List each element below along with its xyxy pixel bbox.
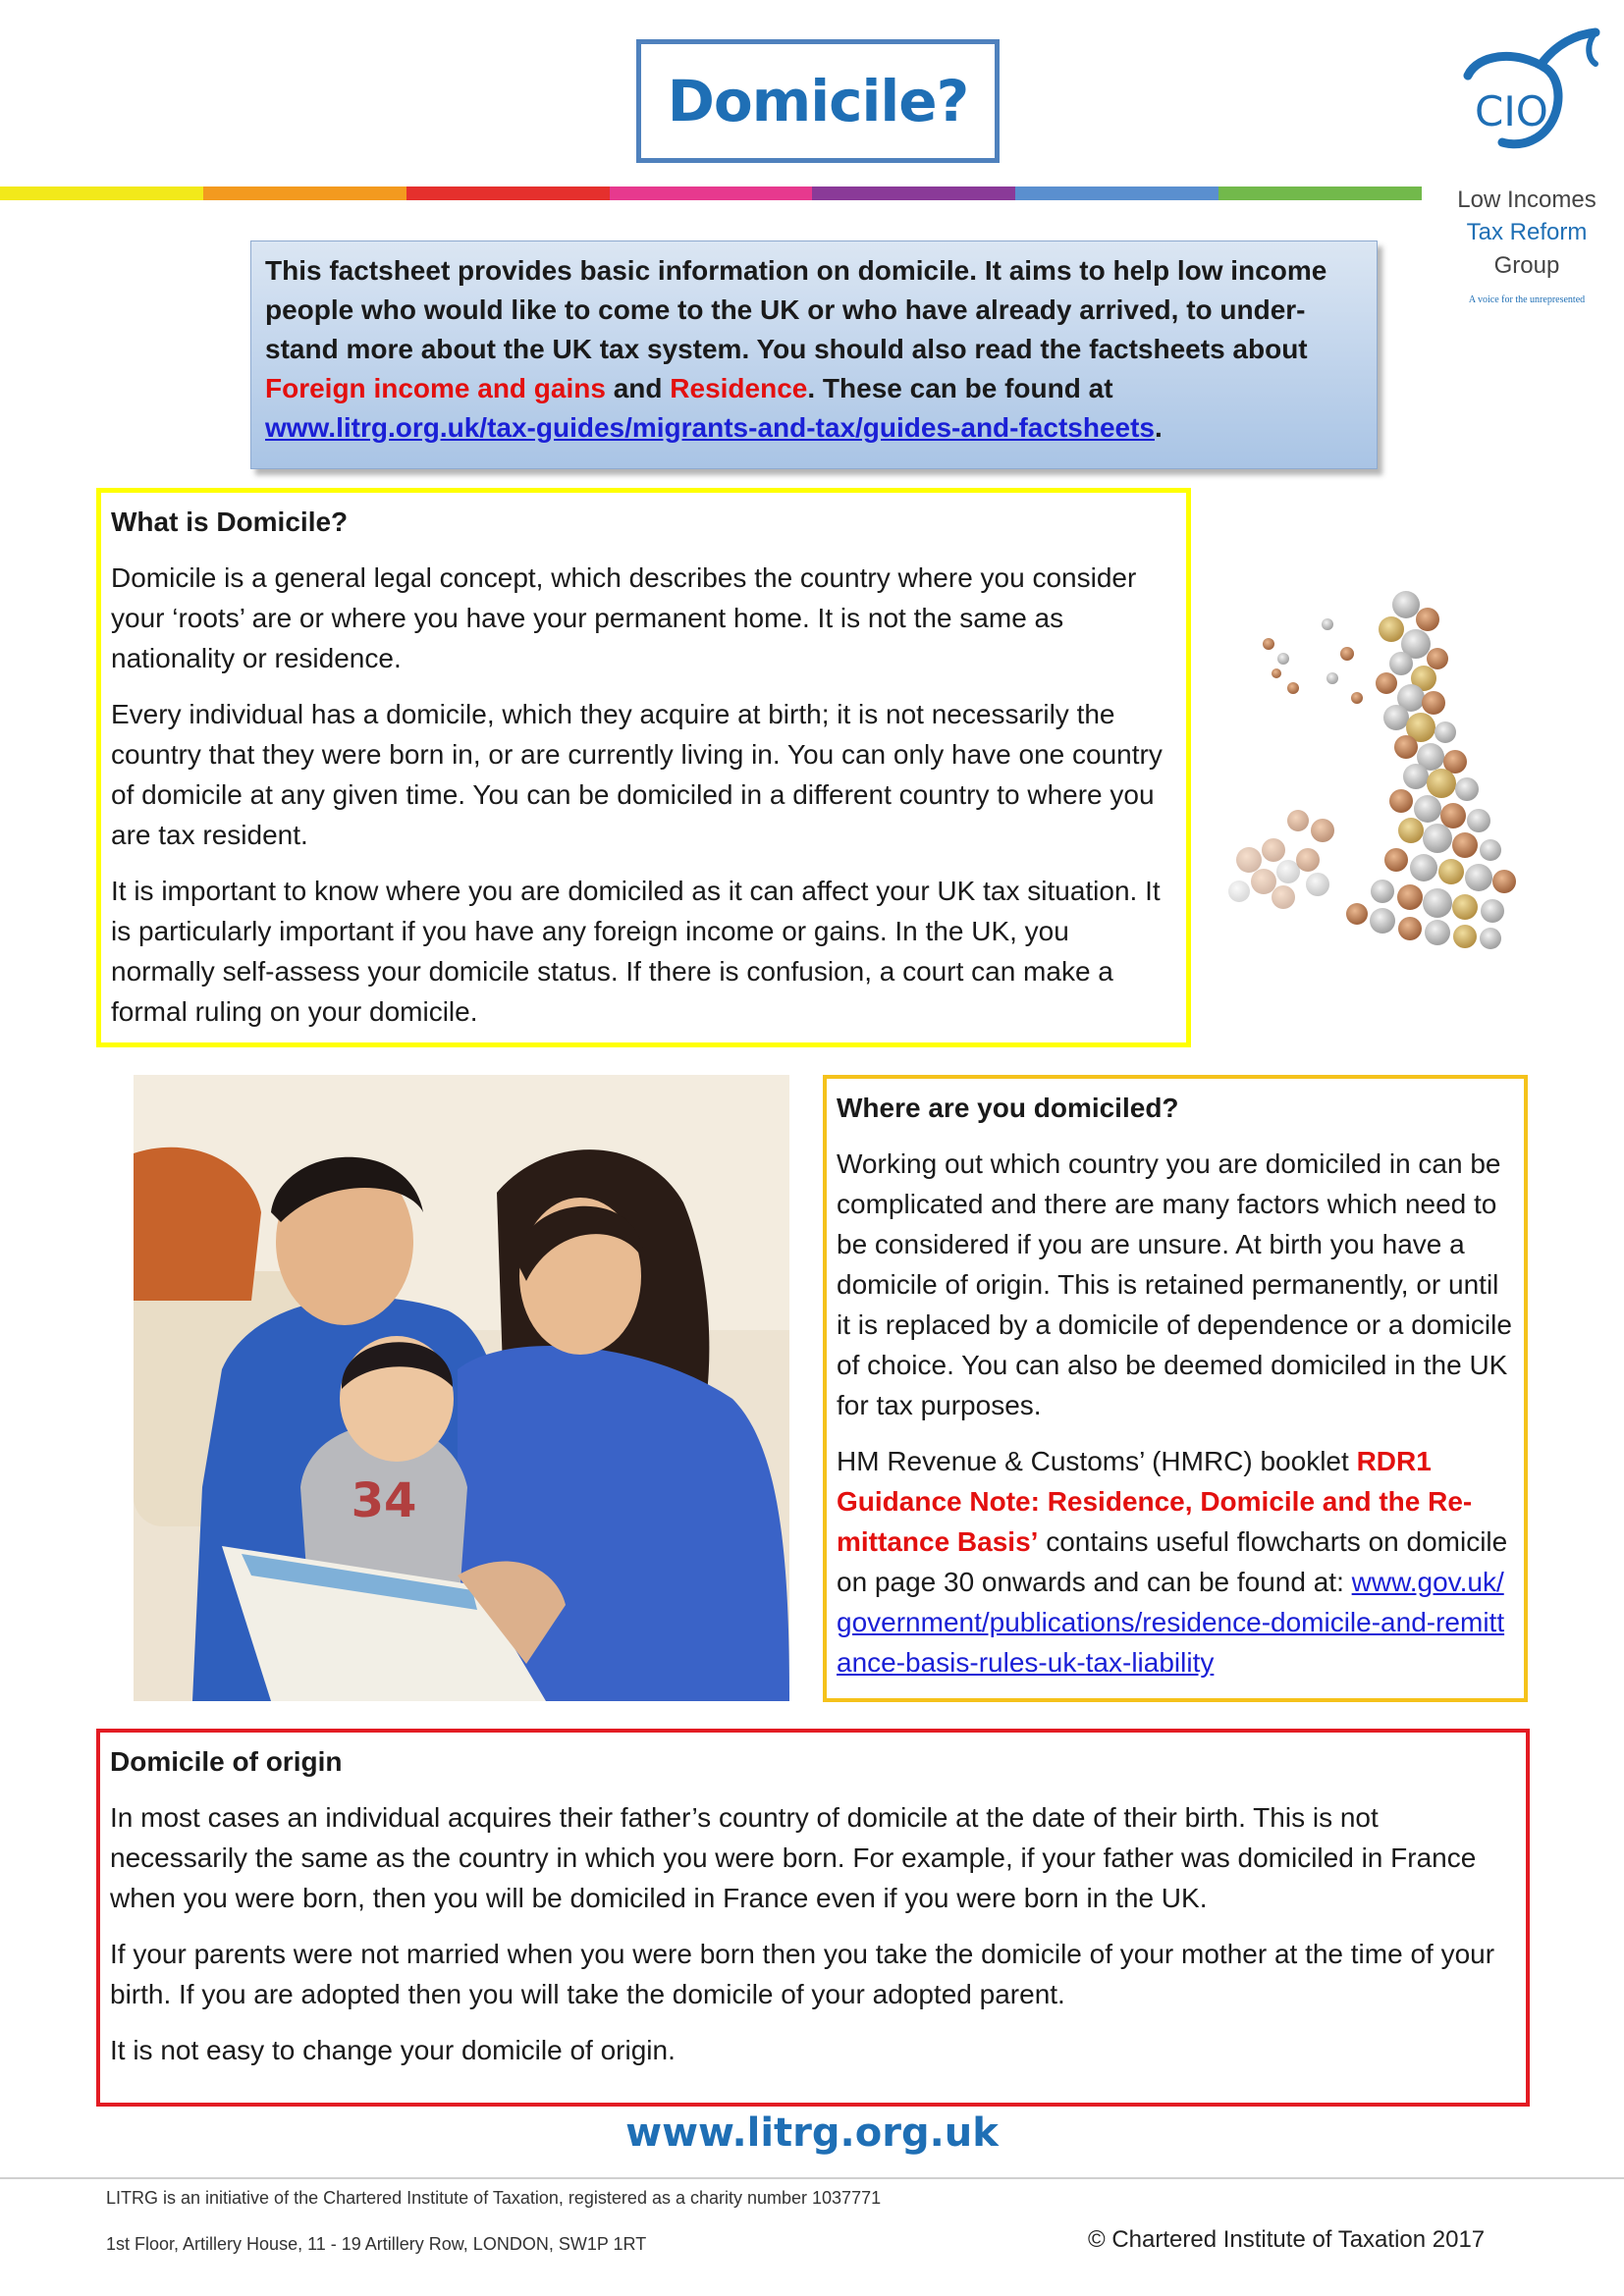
what-is-domicile-heading: What is Domicile?	[111, 507, 349, 537]
rainbow-segment-red	[406, 187, 610, 200]
cio-logo-icon	[1448, 25, 1605, 172]
logo-line-2	[1448, 219, 1605, 246]
rainbow-bar	[0, 187, 1422, 200]
domicile-of-origin-p2: If your parents were not married when you were born then you take the domicile of your mother at the time of your birth. If you are adopted then you will take the domicile of your adopted parent.	[110, 1939, 1495, 2009]
footer-website-link[interactable]: www.litrg.org.uk	[625, 2110, 999, 2156]
rainbow-segment-pink	[610, 187, 813, 200]
logo-line-2-text: Tax Reform	[1466, 219, 1588, 245]
footer-address: 1st Floor, Artillery House, 11 - 19 Artillery Row, LONDON, SW1P 1RT	[106, 2234, 647, 2254]
what-is-domicile-p1: Domicile is a general legal concept, which describes the country where you consider your ‘roots’ are or where you have your permanent home. It is not the same as nationality or residence.	[111, 562, 1137, 673]
where-p2-prefix: HM Revenue & Customs’ (HMRC) booklet	[837, 1446, 1357, 1476]
footer-copyright: © Chartered Institute of Taxation 2017	[1088, 2226, 1486, 2253]
rdr1-guidance-title: RDR1 Guidance Note: Residence, Domicile and the Re-mittance Basis’	[837, 1446, 1473, 1557]
logo-line-1: Low Incomes	[1457, 187, 1597, 213]
gov-uk-link[interactable]: www.gov.uk/government/publications/residence-domicile-and-remittance-basis-rules-uk-tax-liability	[837, 1567, 1505, 1678]
where-domiciled-p2	[837, 1441, 1514, 1682]
domicile-of-origin-p3: It is not easy to change your domicile of origin.	[110, 2035, 676, 2065]
where-domiciled-p1: Working out which country you are domiciled in can be complicated and there are many factors which need to be considered if you are unsure. At birth you have a domicile of origin. This is retained permanently, or until it is replaced by a domicile of dependence or a domicile of choice. You can also be deemed domiciled in the UK for tax purposes.	[837, 1148, 1512, 1420]
rainbow-segment-purple	[812, 187, 1015, 200]
family-reading-photo	[134, 1075, 789, 1701]
rainbow-segment-orange	[203, 187, 406, 200]
rainbow-segment-blue	[1015, 187, 1218, 200]
foreign-income-link[interactable]: Foreign income and gains	[265, 373, 606, 403]
uk-coins-map-image	[1210, 526, 1543, 1007]
footer-charity-text: LITRG is an initiative of the Chartered Institute of Taxation, registered as a charity number 1037771	[106, 2188, 882, 2208]
logo-line-3: Group	[1493, 252, 1560, 279]
where-domiciled-box	[823, 1075, 1528, 1702]
intro-and: and	[605, 373, 671, 403]
domicile-of-origin-p1: In most cases an individual acquires their father’s country of domicile at the date of their birth. This is not necessarily the same as the country in which you were born. For example, if your father was domiciled in France when you were born, then you will be domiciled in France even if you were born in the UK.	[110, 1802, 1477, 1913]
where-p2-suffix: contains useful flowcharts on domicile on page 30 onwards and can be found at:	[837, 1526, 1508, 1597]
factsheets-url-link[interactable]: www.litrg.org.uk/tax-guides/migrants-and-tax/guides-and-factsheets	[265, 412, 1155, 443]
residence-link[interactable]: Residence	[670, 373, 808, 403]
logo-mark: CIO	[1475, 87, 1548, 135]
where-domiciled-heading: Where are you domiciled?	[837, 1093, 1179, 1123]
domicile-of-origin-heading: Domicile of origin	[110, 1746, 343, 1777]
jersey-number: 34	[351, 1473, 417, 1528]
title-box	[636, 39, 1000, 163]
intro-box	[250, 240, 1378, 469]
what-is-domicile-p2: Every individual has a domicile, which they acquire at birth; it is not necessarily the country that they were born in, or are currently living in. You can only have one country of domicile at any given time. You can be domiciled in a different country to where you are tax resident.	[111, 699, 1163, 850]
what-is-domicile-box	[96, 488, 1191, 1047]
footer-divider	[0, 2177, 1624, 2179]
intro-text-2: . These can be found at	[807, 373, 1113, 403]
domicile-of-origin-box	[96, 1729, 1530, 2107]
page-title: Domicile?	[667, 68, 969, 134]
intro-text-1: This factsheet provides basic information on domicile. It aims to help low income people who would like to come to the UK or who have already arrived, to under-stand more about the UK tax system. You should also read the factsheets about	[265, 255, 1327, 364]
intro-end: .	[1154, 412, 1163, 443]
rainbow-segment-yellow	[0, 187, 203, 200]
rainbow-segment-green	[1218, 187, 1422, 200]
litrg-logo	[1448, 25, 1615, 319]
logo-tagline: A voice for the unrepresented	[1468, 294, 1586, 305]
what-is-domicile-p3: It is important to know where you are domiciled as it can affect your UK tax situation. It is particularly important if you have any foreign income or gains. In the UK, you normally self-assess your domicile status. If there is confusion, a court can make a formal ruling on your domicile.	[111, 876, 1161, 1027]
